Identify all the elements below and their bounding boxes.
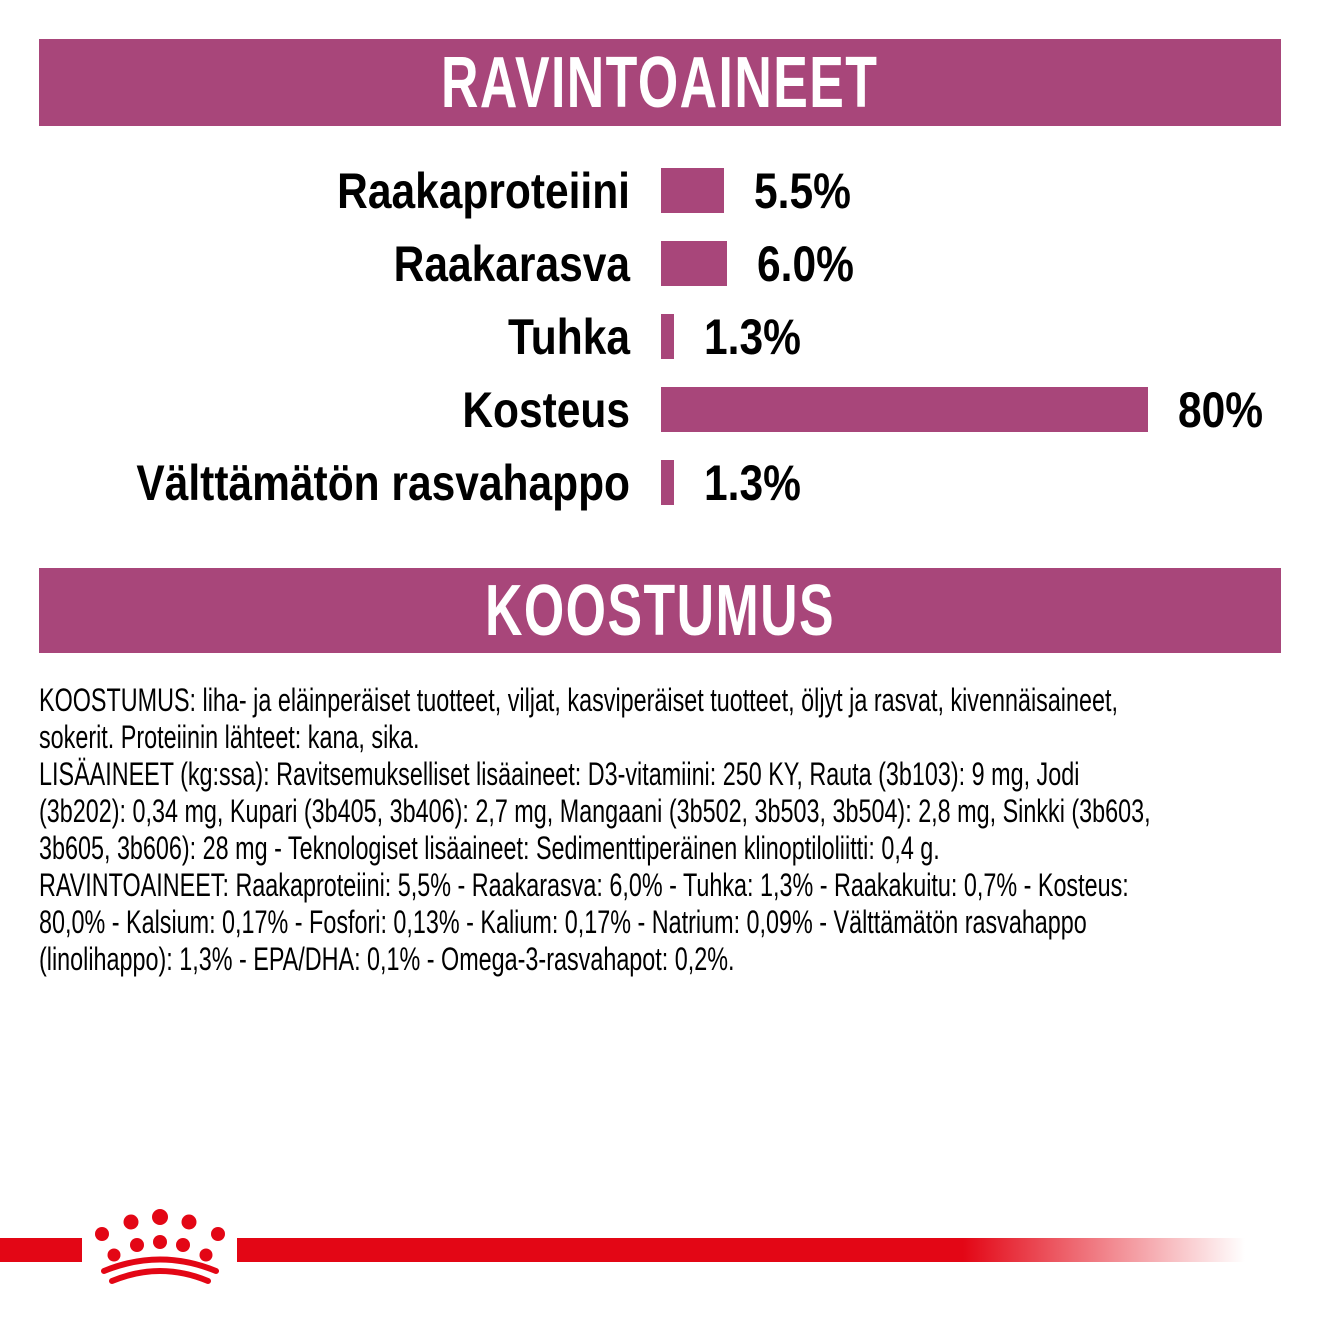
- body-text-line: KOOSTUMUS: liha- ja eläinperäiset tuotteet, viljat, kasviperäiset tuotteet, öljyt ja rasvat, kivennäisaineet,: [39, 682, 1118, 718]
- composition-section-header: [39, 568, 1281, 653]
- chart-row: [0, 227, 1320, 300]
- brand-stripe-left: [0, 1238, 82, 1262]
- chart-row: [0, 154, 1320, 227]
- nutrient-bar: [661, 314, 674, 359]
- royal-canin-crown-icon: [88, 1200, 232, 1300]
- composition-text-block: [39, 682, 1281, 978]
- body-text-line: (linolihappo): 1,3% - EPA/DHA: 0,1% - Omega-3-rasvahapot: 0,2%.: [39, 941, 735, 977]
- nutrient-label: Raakarasva: [393, 235, 630, 292]
- brand-stripe-right: [237, 1238, 1245, 1262]
- nutrient-value: 6.0%: [757, 235, 854, 292]
- body-text-line: sokerit. Proteiinin lähteet: kana, sika.: [39, 719, 420, 755]
- body-text-line: 3b605, 3b606): 28 mg - Teknologiset lisäaineet: Sedimenttiperäinen klinoptiloliitti: 0,4 g.: [39, 830, 940, 866]
- nutrients-bar-chart: [0, 154, 1320, 519]
- nutrient-value: 1.3%: [704, 454, 801, 511]
- nutrient-bar: [661, 460, 674, 505]
- body-text-line: RAVINTOAINEET: Raakaproteiini: 5,5% - Raakarasva: 6,0% - Tuhka: 1,3% - Raakakuitu: 0,7% - Kosteus:: [39, 867, 1129, 903]
- nutrient-label: Tuhka: [507, 308, 630, 365]
- nutrient-value: 1.3%: [704, 308, 801, 365]
- body-text-line: LISÄAINEET (kg:ssa): Ravitsemukselliset lisäaineet: D3-vitamiini: 250 KY, Rauta (3b103): 9 mg, Jodi: [39, 756, 1080, 792]
- nutrient-label: Kosteus: [462, 381, 630, 438]
- nutrient-label: Raakaproteiini: [337, 162, 630, 219]
- nutrient-value: 80%: [1178, 381, 1264, 438]
- nutrient-bar: [661, 241, 727, 286]
- nutrients-section-title: RAVINTOAINEET: [441, 42, 879, 123]
- nutrient-bar: [661, 168, 724, 213]
- chart-row: [0, 446, 1320, 519]
- chart-row: [0, 300, 1320, 373]
- chart-row: [0, 373, 1320, 446]
- nutrients-section-header: [39, 39, 1281, 126]
- nutrient-bar: [661, 387, 1148, 432]
- nutrient-label: Välttämätön rasvahappo: [136, 454, 630, 511]
- composition-section-title: KOOSTUMUS: [485, 570, 835, 651]
- body-text-line: (3b202): 0,34 mg, Kupari (3b405, 3b406): 2,7 mg, Mangaani (3b502, 3b503, 3b504): 2,8 mg, Sinkki (3b603,: [39, 793, 1151, 829]
- nutrient-value: 5.5%: [754, 162, 851, 219]
- body-text-line: 80,0% - Kalsium: 0,17% - Fosfori: 0,13% - Kalium: 0,17% - Natrium: 0,09% - Välttämätön rasvahappo: [39, 904, 1087, 940]
